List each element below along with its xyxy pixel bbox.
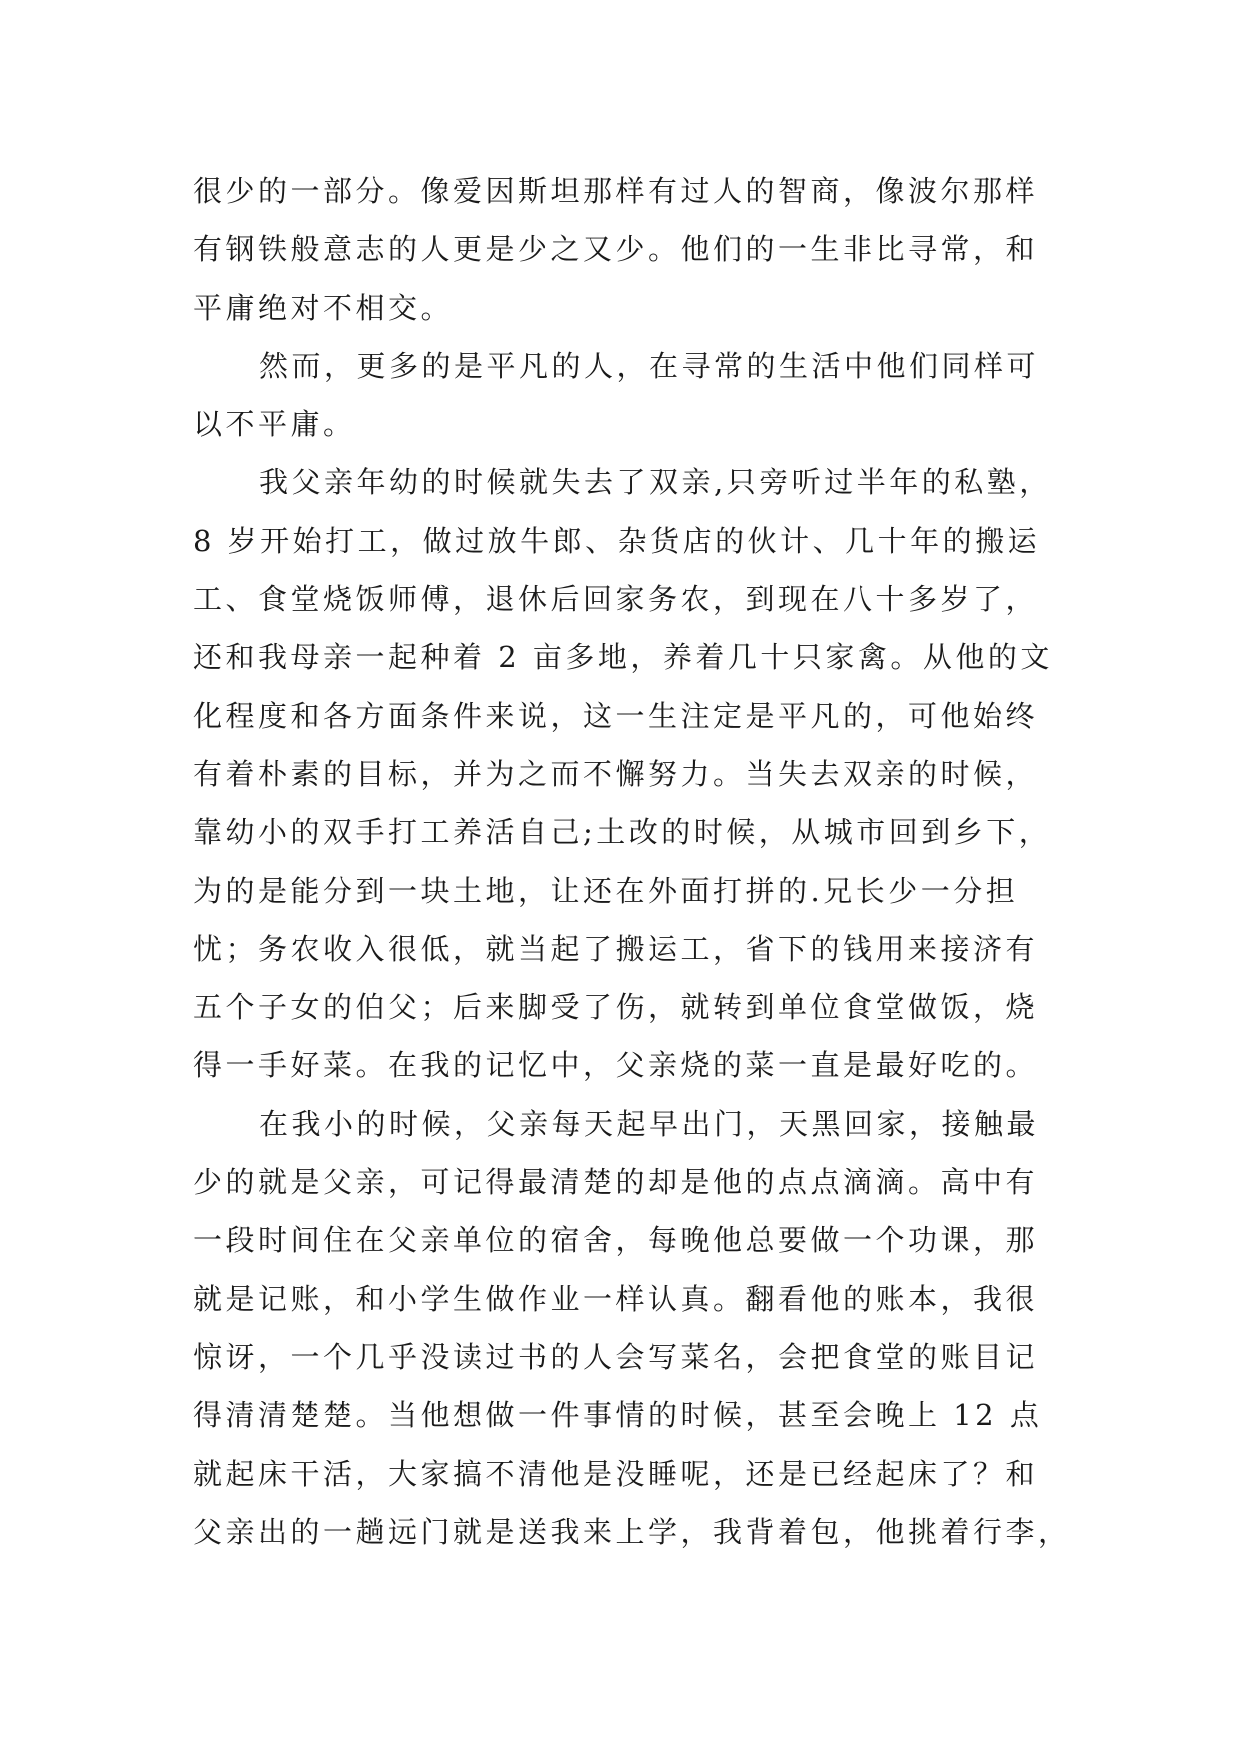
text-line: 就起床干活，大家搞不清他是没睡呢，还是已经起床了？和: [193, 1456, 1039, 1491]
text-line: 父亲出的一趟远门就是送我来上学，我背着包，他挑着行李，: [193, 1514, 1071, 1549]
text-line: 得清清楚楚。当他想做一件事情的时候，甚至会晚上 12 点: [193, 1398, 1043, 1433]
document-body: [193, 162, 1073, 1561]
text-line: 一段时间住在父亲单位的宿舍，每晚他总要做一个功课，那: [193, 1223, 1039, 1258]
text-line: 五个子女的伯父；后来脚受了伤，就转到单位食堂做饭，烧: [193, 990, 1039, 1025]
text-line: 很少的一部分。像爱因斯坦那样有过人的智商，像波尔那样: [193, 174, 1039, 208]
text-line: 就是记账，和小学生做作业一样认真。翻看他的账本，我很: [193, 1281, 1039, 1316]
text-line: 平庸绝对不相交。: [193, 290, 454, 325]
text-line: 忧；务农收入很低，就当起了搬运工，省下的钱用来接济有: [193, 931, 1039, 966]
text-line: 在我小的时候，父亲每天起早出门，天黑回家，接触最: [259, 1106, 1040, 1141]
text-line: 有着朴素的目标，并为之而不懈努力。当失去双亲的时候，: [193, 756, 1039, 791]
text-line: 然而，更多的是平凡的人，在寻常的生活中他们同样可: [259, 348, 1040, 383]
text-line: 以不平庸。: [193, 407, 356, 442]
text-line: 有钢铁般意志的人更是少之又少。他们的一生非比寻常，和: [193, 232, 1039, 267]
text-line: 还和我母亲一起种着 2 亩多地，养着几十只家禽。从他的文: [193, 640, 1053, 675]
text-line: 我父亲年幼的时候就失去了双亲,只旁听过半年的私塾，: [259, 465, 1052, 500]
text-line: 少的就是父亲，可记得最清楚的却是他的点点滴滴。高中有: [193, 1165, 1039, 1200]
text-line: 惊讶，一个几乎没读过书的人会写菜名，会把食堂的账目记: [193, 1339, 1039, 1374]
text-line: 得一手好菜。在我的记忆中，父亲烧的菜一直是最好吃的。: [193, 1048, 1039, 1083]
text-line: 8 岁开始打工，做过放牛郎、杂货店的伙计、几十年的搬运: [193, 523, 1041, 558]
text-line: 靠幼小的双手打工养活自己;土改的时候，从城市回到乡下，: [193, 815, 1052, 850]
text-line: 为的是能分到一块土地，让还在外面打拼的.兄长少一分担: [193, 873, 1019, 908]
text-line: 化程度和各方面条件来说，这一生注定是平凡的，可他始终: [193, 698, 1039, 733]
text-line: 工、食堂烧饭师傅，退休后回家务农，到现在八十多岁了，: [193, 582, 1039, 617]
